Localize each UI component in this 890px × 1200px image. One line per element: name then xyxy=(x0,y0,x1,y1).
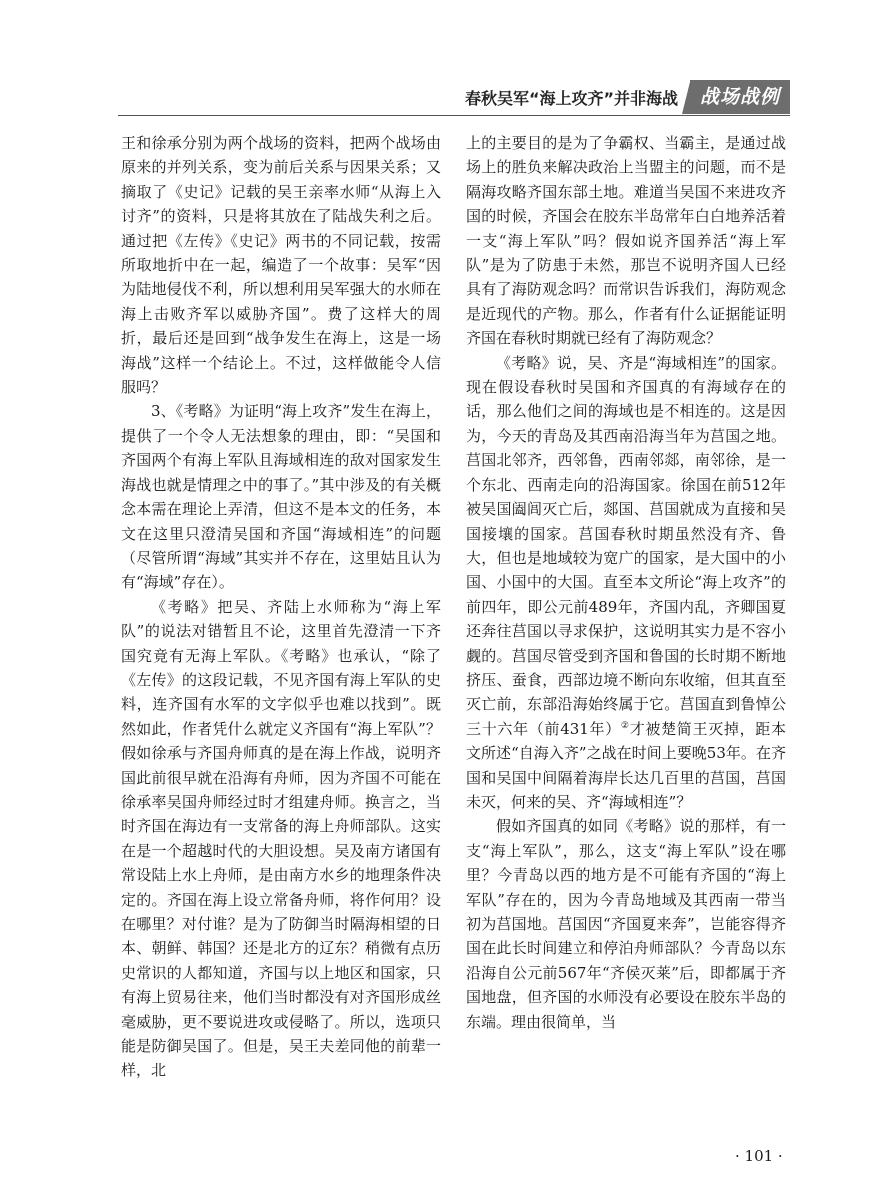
paragraph: 王和徐承分别为两个战场的资料，把两个战场由原来的并列关系，变为前后关系与因果关系；又摘取了《史记》记载的吴王亲率水师“从海上入讨齐”的资料，只是将其放在了陆战失利之后。通过把《左传》《史记》两书的不同记载，按需所取地折中在一起，编造了一个故事：吴军“因为陆地侵伐不利，所以想利用吴军强大的水师在海上击败齐军以威胁齐国”。费了这样大的周折，最后还是回到“战争发生在海上，这是一场海战”这样一个结论上。不过，这样做能令人信服吗？ xyxy=(121,134,441,397)
paragraph: 3、《考略》为证明“海上攻齐”发生在海上，提供了一个令人无法想象的理由，即：“吴国和齐国两个有海上军队且海域相连的敌对国家发生海战也就是情理之中的事了。”其中涉及的有关概念本需在理论上弄清，但这不是本文的任务，本文在这里只澄清吴国和齐国“海域相连”的问题（尽管所谓“海域”其实并不存在，这里姑且认为有“海域”存在）。 xyxy=(121,402,441,592)
paragraph: 假如齐国真的如同《考略》说的那样，有一支“海上军队”，那么，这支“海上军队”设在哪里？今青岛以西的地方是不可能有齐国的“海上军队”存在的，因为今青岛地域及其西南一带当初为莒国地。莒国因“齐国夏来奔”，岂能容得齐国在此长时间建立和停泊舟师部队？今青岛以东沿海自公元前567年“齐侯灭莱”后，即都属于齐国地盘，但齐国的水师没有必要设在胶东半岛的东端。理由很简单，当 xyxy=(466,817,786,1031)
right-column xyxy=(466,131,786,1034)
running-header xyxy=(118,80,790,118)
footnote-marker[interactable]: ② xyxy=(620,720,630,731)
running-title: 春秋吴军“海上攻齐”并非海战 xyxy=(464,89,678,108)
paragraph xyxy=(466,351,786,815)
header-rule xyxy=(118,115,790,116)
paragraph-text: 才被楚简王灭掉，距本文所述“自海入齐”之战在时间上要晚53年。在齐国和吴国中间隔着海岸长达几百里的莒国，莒国未灭，何来的吴、齐“海域相连”？ xyxy=(466,719,786,811)
page-number: · 101 · xyxy=(735,1147,783,1165)
left-column xyxy=(121,131,441,1083)
paragraph: 上的主要目的是为了争霸权、当霸主，是通过战场上的胜负来解决政治上当盟主的问题，而不是隔海攻略齐国东部土地。难道当吴国不来进攻齐国的时候，齐国会在胶东半岛常年白白地养活着一支“海上军队”吗？假如说齐国养活“海上军队”是为了防患于未然，那岂不说明齐国人已经具有了海防观念吗？而常识告诉我们，海防观念是近现代的产物。那么，作者有什么证据能证明齐国在春秋时期就已经有了海防观念？ xyxy=(466,134,786,348)
paragraph: 《考略》把吴、齐陆上水师称为“海上军队”的说法对错暂且不论，这里首先澄清一下齐国究竟有无海上军队。《考略》也承认，“除了《左传》的这段记载，不见齐国有海上军队的史料，连齐国有水军的文字似乎也难以找到”。既然如此，作者凭什么就定义齐国有“海上军队”？假如徐承与齐国舟师真的是在海上作战，说明齐国此前很早就在沿海有舟师，因为齐国不可能在徐承率吴国舟师经过时才组建舟师。换言之，当时齐国在海边有一支常备的海上舟师部队。这实在是一个超越时代的大胆设想。吴及南方诸国有常设陆上水上舟师，是由南方水乡的地理条件决定的。齐国在海上设立常备舟师，将作何用？设在哪里？对付谁？是为了防御当时隔海相望的日本、朝鲜、韩国？还是北方的辽东？稍微有点历史常识的人都知道，齐国与以上地区和国家，只有海上贸易往来，他们当时都没有对齐国形成丝毫威胁，更不要说进攻或侵略了。所以，选项只能是防御吴国了。但是，吴王夫差同他的前辈一样，北 xyxy=(121,597,441,1080)
section-tag: 战场战例 xyxy=(690,80,790,114)
paragraph-text: 《考略》说，吴、齐是“海域相连”的国家。现在假设春秋时吴国和齐国真的有海域存在的话，那么他们之间的海域也是不相连的。这是因为，今天的青岛及其西南沿海当年为莒国之地。莒国北邻齐，西邻鲁，西南邻郯，南邻徐，是一个东北、西南走向的沿海国家。徐国在前512年被吴国阖闾灭亡后，郯国、莒国就成为直接和吴国接壤的国家。莒国春秋时期虽然没有齐、鲁大，但也是地域较为宽广的国家，是大国中的小国、小国中的大国。直至本文所论“海上攻齐”的前四年，即公元前489年，齐国内乱，齐卿国夏还奔往莒国以寻求保护，这说明其实力是不容小觑的。莒国尽管受到齐国和鲁国的长时期不断地挤压、蚕食，西部边境不断向东收缩，但其直至灭亡前，东部沿海始终属于它。莒国直到鲁悼公三十六年（前431年） xyxy=(466,353,786,738)
